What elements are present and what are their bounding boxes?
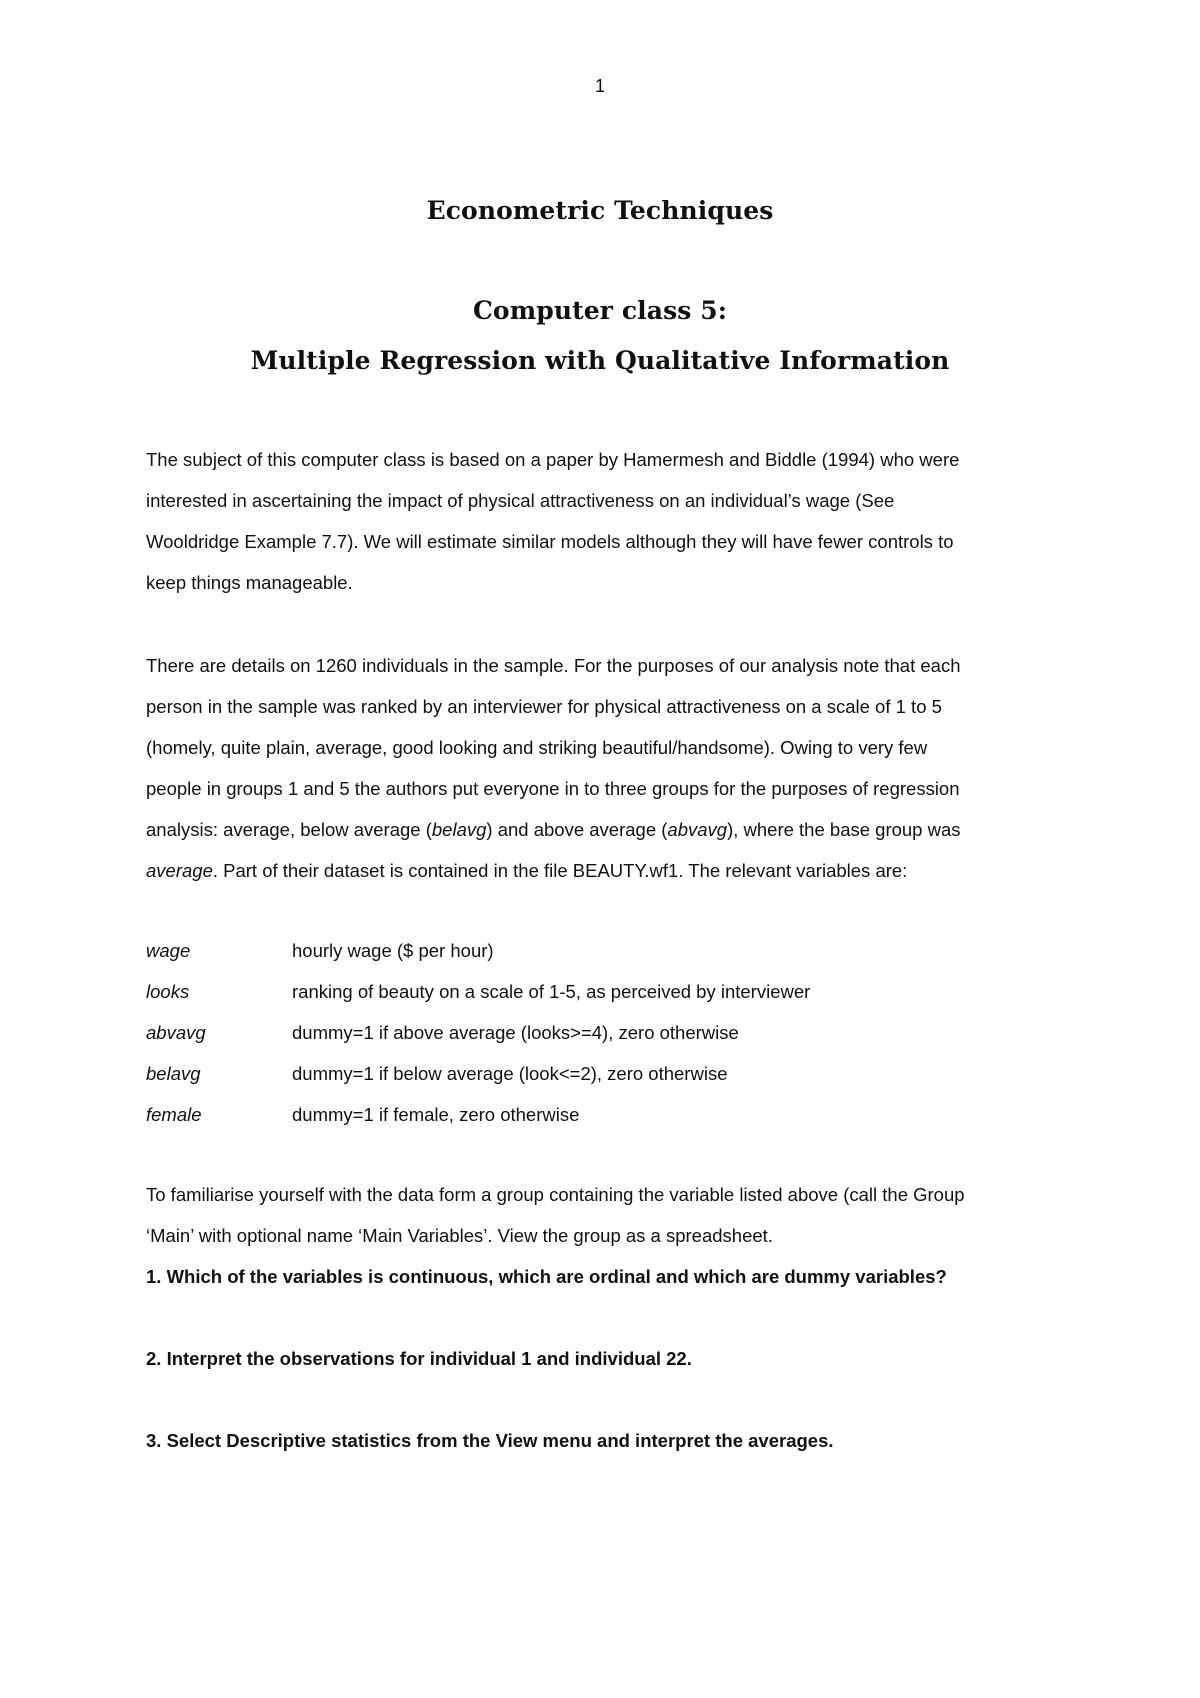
variable-description: ranking of beauty on a scale of 1-5, as perceived by interviewer — [292, 981, 811, 1002]
abvavg-term: abvavg — [667, 819, 728, 840]
variable-name: belavg — [146, 1063, 201, 1084]
variable-name: wage — [146, 940, 191, 961]
variable-description: hourly wage ($ per hour) — [292, 940, 494, 961]
variable-description: dummy=1 if below average (look<=2), zero otherwise — [292, 1063, 728, 1084]
variable-row — [146, 1053, 1076, 1094]
text-span: ) and above average ( — [486, 819, 668, 840]
sample-line: There are details on 1260 individuals in the sample. For the purposes of our analysis note that each — [146, 655, 961, 676]
question-3: 3. Select Descriptive statistics from the View menu and interpret the averages. — [146, 1430, 834, 1451]
text-span: ), where the base group was — [727, 819, 961, 840]
intro-line: The subject of this computer class is based on a paper by Hamermesh and Biddle (1994) who were — [146, 449, 960, 470]
variable-description: dummy=1 if female, zero otherwise — [292, 1104, 580, 1125]
question-1: 1. Which of the variables is continuous, which are ordinal and which are dummy variables? — [146, 1266, 947, 1287]
question-2: 2. Interpret the observations for individual 1 and individual 22. — [146, 1348, 692, 1369]
variable-name: female — [146, 1104, 202, 1125]
variable-row — [146, 930, 1076, 971]
average-term: average — [146, 860, 213, 881]
variable-row — [146, 1094, 1076, 1135]
text-span: . Part of their dataset is contained in the file BEAUTY.wf1. The relevant variables are: — [212, 860, 908, 881]
intro-paragraph — [146, 439, 1076, 603]
intro-line: Wooldridge Example 7.7). We will estimate similar models although they will have fewer controls to — [146, 531, 954, 552]
intro-line: interested in ascertaining the impact of physical attractiveness on an individual’s wage (See — [146, 490, 895, 511]
variable-name: looks — [146, 981, 190, 1002]
belavg-term: belavg — [431, 819, 487, 840]
sample-line — [146, 809, 1076, 850]
topic-title: Multiple Regression with Qualitative Information — [250, 346, 950, 375]
instruction-line: ‘Main’ with optional name ‘Main Variables’. View the group as a spreadsheet. — [146, 1225, 773, 1246]
class-title: Computer class 5: — [472, 296, 728, 325]
instruction-line: To familiarise yourself with the data form a group containing the variable listed above (call the Group — [146, 1184, 965, 1205]
intro-line: keep things manageable. — [146, 572, 353, 593]
variable-row — [146, 1012, 1076, 1053]
variable-row — [146, 971, 1076, 1012]
instruction-paragraph — [146, 1174, 1076, 1256]
course-title: Econometric Techniques — [426, 196, 774, 225]
text-span: analysis: average, below average ( — [146, 819, 432, 840]
sample-line: people in groups 1 and 5 the authors put everyone in to three groups for the purposes of regression — [146, 778, 960, 799]
sample-paragraph — [146, 645, 1076, 891]
page-number: 1 — [594, 76, 605, 96]
sample-line — [146, 850, 1076, 891]
variable-description: dummy=1 if above average (looks>=4), zero otherwise — [292, 1022, 739, 1043]
sample-line: (homely, quite plain, average, good looking and striking beautiful/handsome). Owing to very few — [146, 737, 928, 758]
variable-list — [146, 930, 1076, 1135]
sample-line: person in the sample was ranked by an interviewer for physical attractiveness on a scale of 1 to 5 — [146, 696, 942, 717]
variable-name: abvavg — [146, 1022, 206, 1043]
